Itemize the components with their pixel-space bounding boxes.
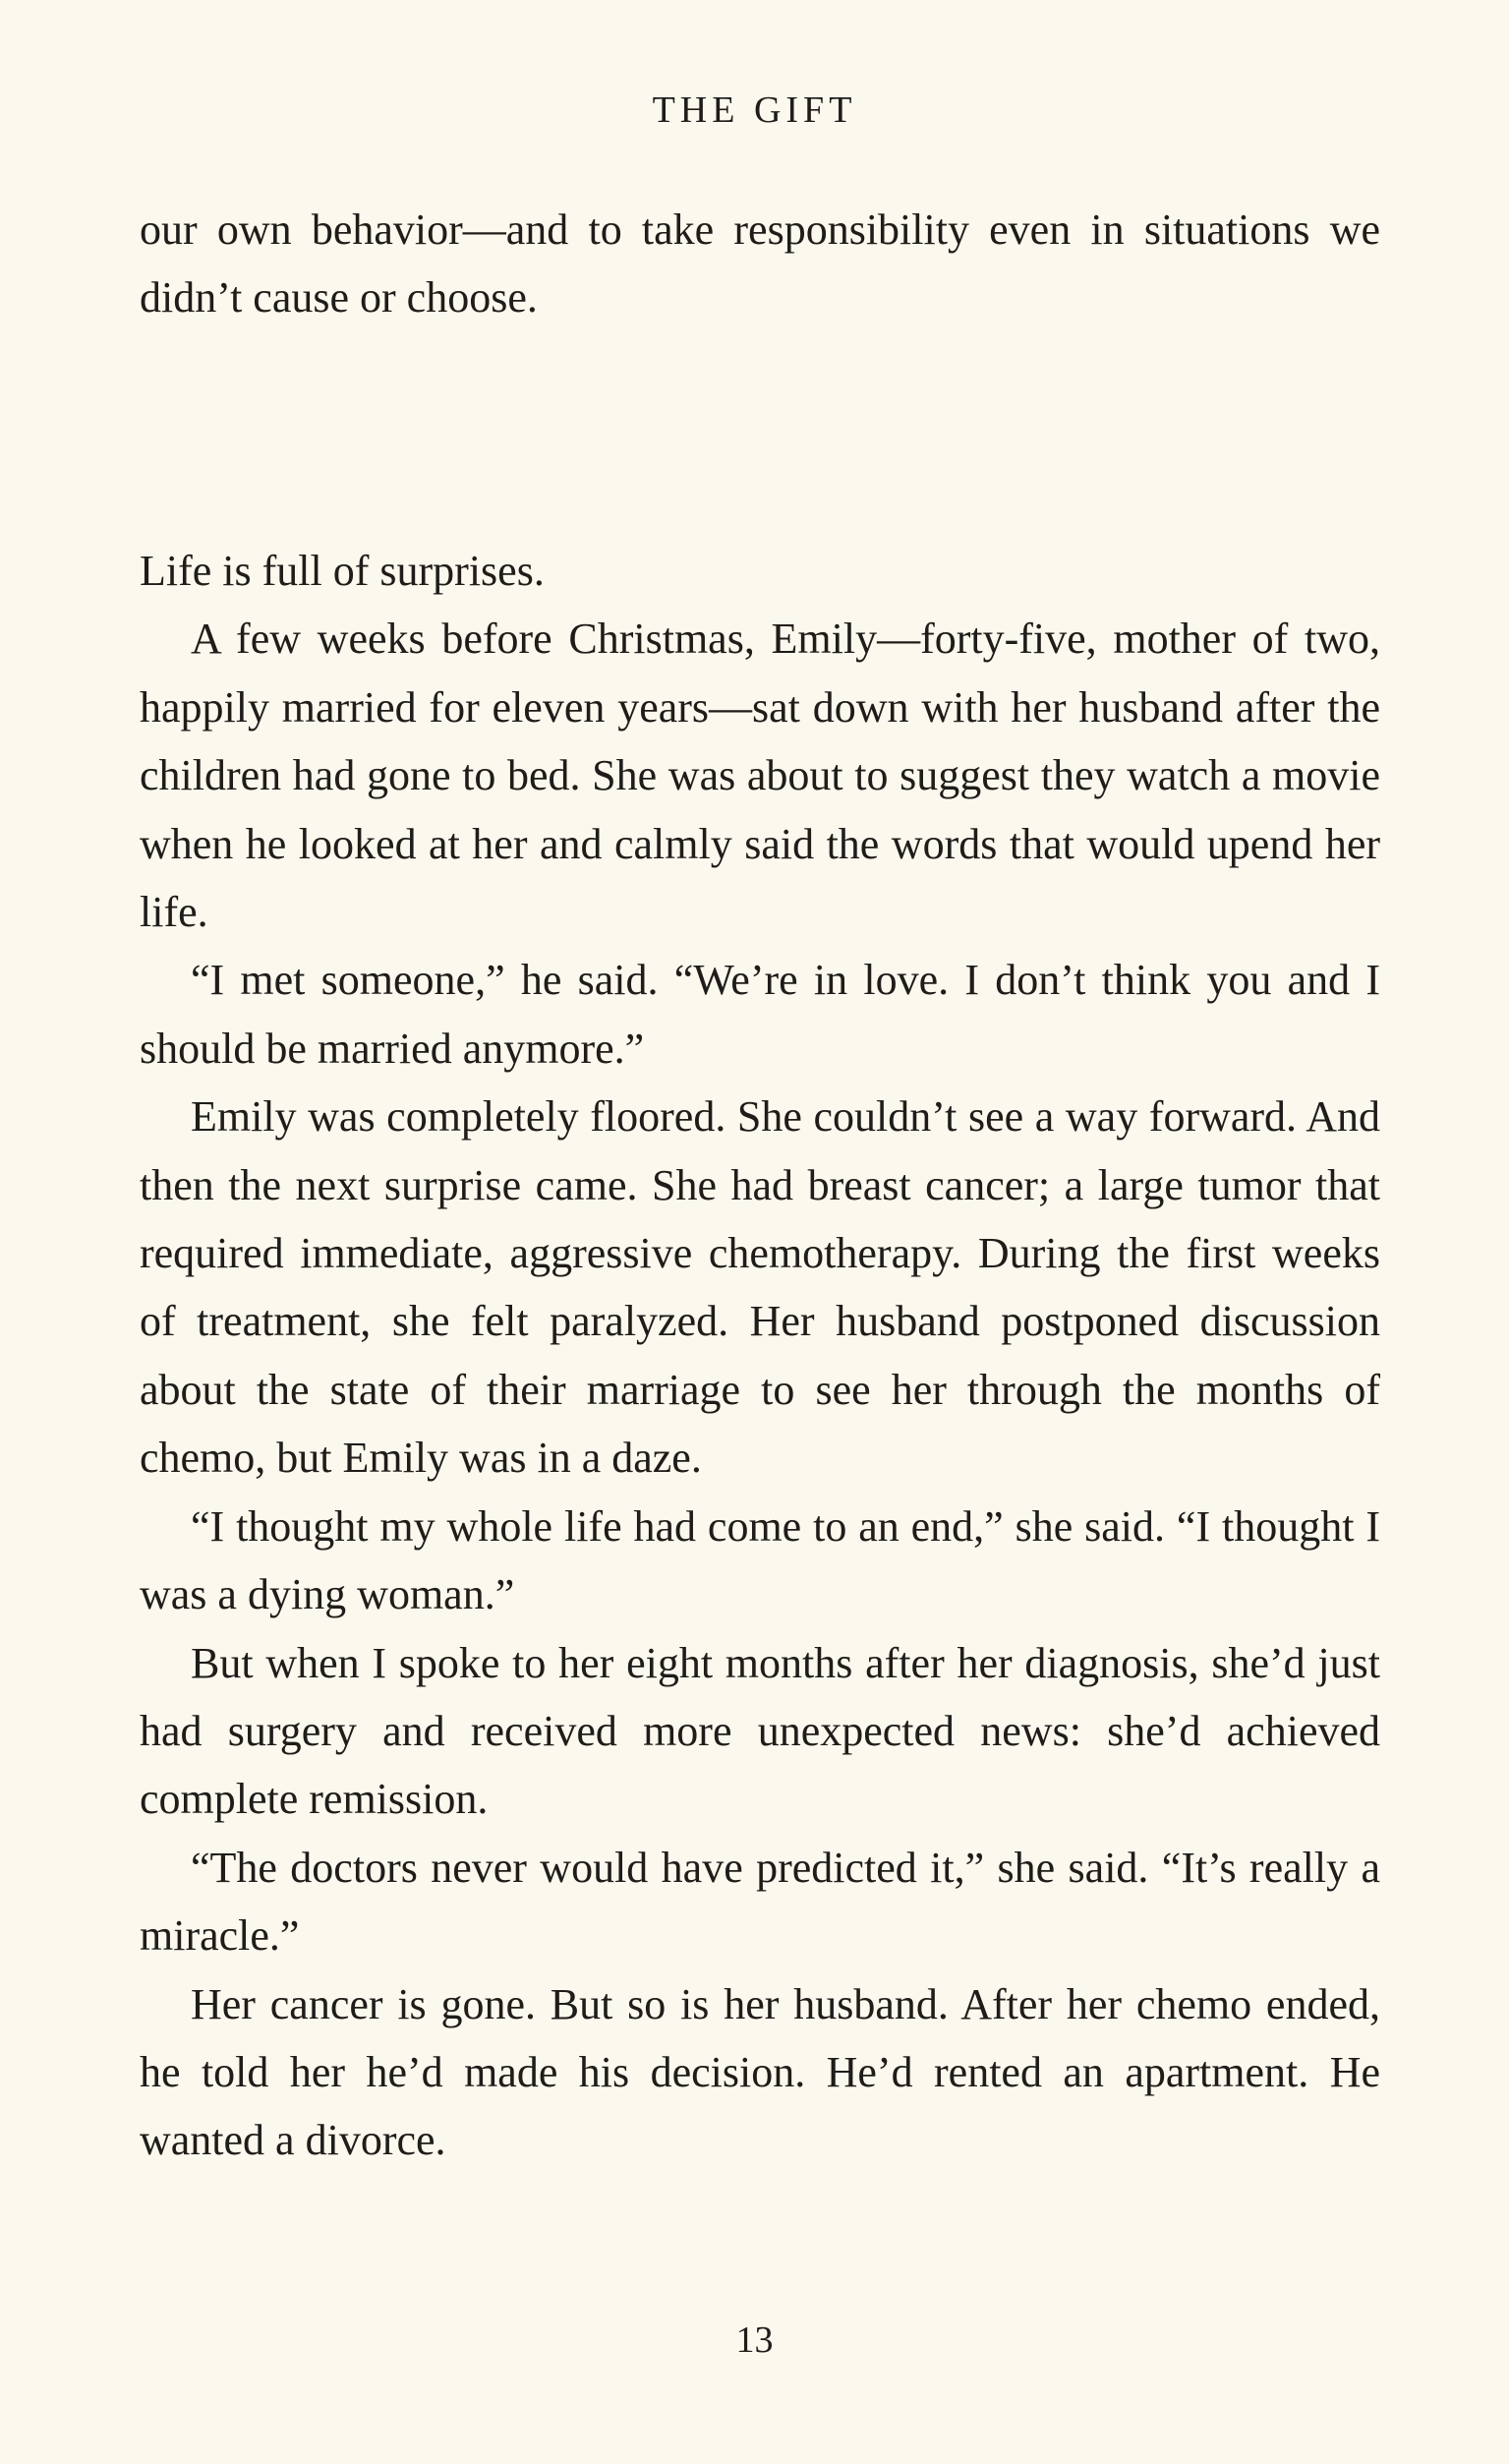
page-number: 13 [735,2319,774,2361]
paragraph-continued: our own behavior—and to take responsibility even in situations we didn’t cause or choose. [140,205,1380,323]
paragraph: Her cancer is gone. But so is her husband. After her chemo ended, he told her he’d made his decision. He’d rented an apartment. He wanted a divorce. [140,1979,1380,2165]
running-head: THE GIFT [652,89,857,131]
text-block-section [140,537,1380,2175]
paragraph: “The doctors never would have predicted it,” she said. “It’s really a miracle.” [140,1843,1380,1961]
text-block-continued [140,196,1380,332]
paragraph: “I met someone,” he said. “We’re in love. I don’t think you and I should be married anymore.” [140,956,1380,1073]
paragraph: But when I spoke to her eight months after her diagnosis, she’d just had surgery and received more unexpected news: she’d achieved complete remission. [140,1638,1380,1824]
paragraph: Life is full of surprises. [140,547,545,595]
paragraph: A few weeks before Christmas, Emily—forty-five, mother of two, happily married for eleven years—sat down with her husband after the children had gone to bed. She was about to suggest they watch a movie when he looked at her and calmly said the words that would upend her life. [140,615,1380,937]
paragraph: “I thought my whole life had come to an end,” she said. “I thought I was a dying woman.” [140,1501,1380,1619]
paragraph: Emily was completely floored. She couldn’t see a way forward. And then the next surprise came. She had breast cancer; a large tumor that required immediate, aggressive chemotherapy. During the first weeks of treatment, she felt paralyzed. Her husband postponed discussion about the state of their marriage to see her through the months of chemo, but Emily was in a daze. [140,1092,1380,1483]
